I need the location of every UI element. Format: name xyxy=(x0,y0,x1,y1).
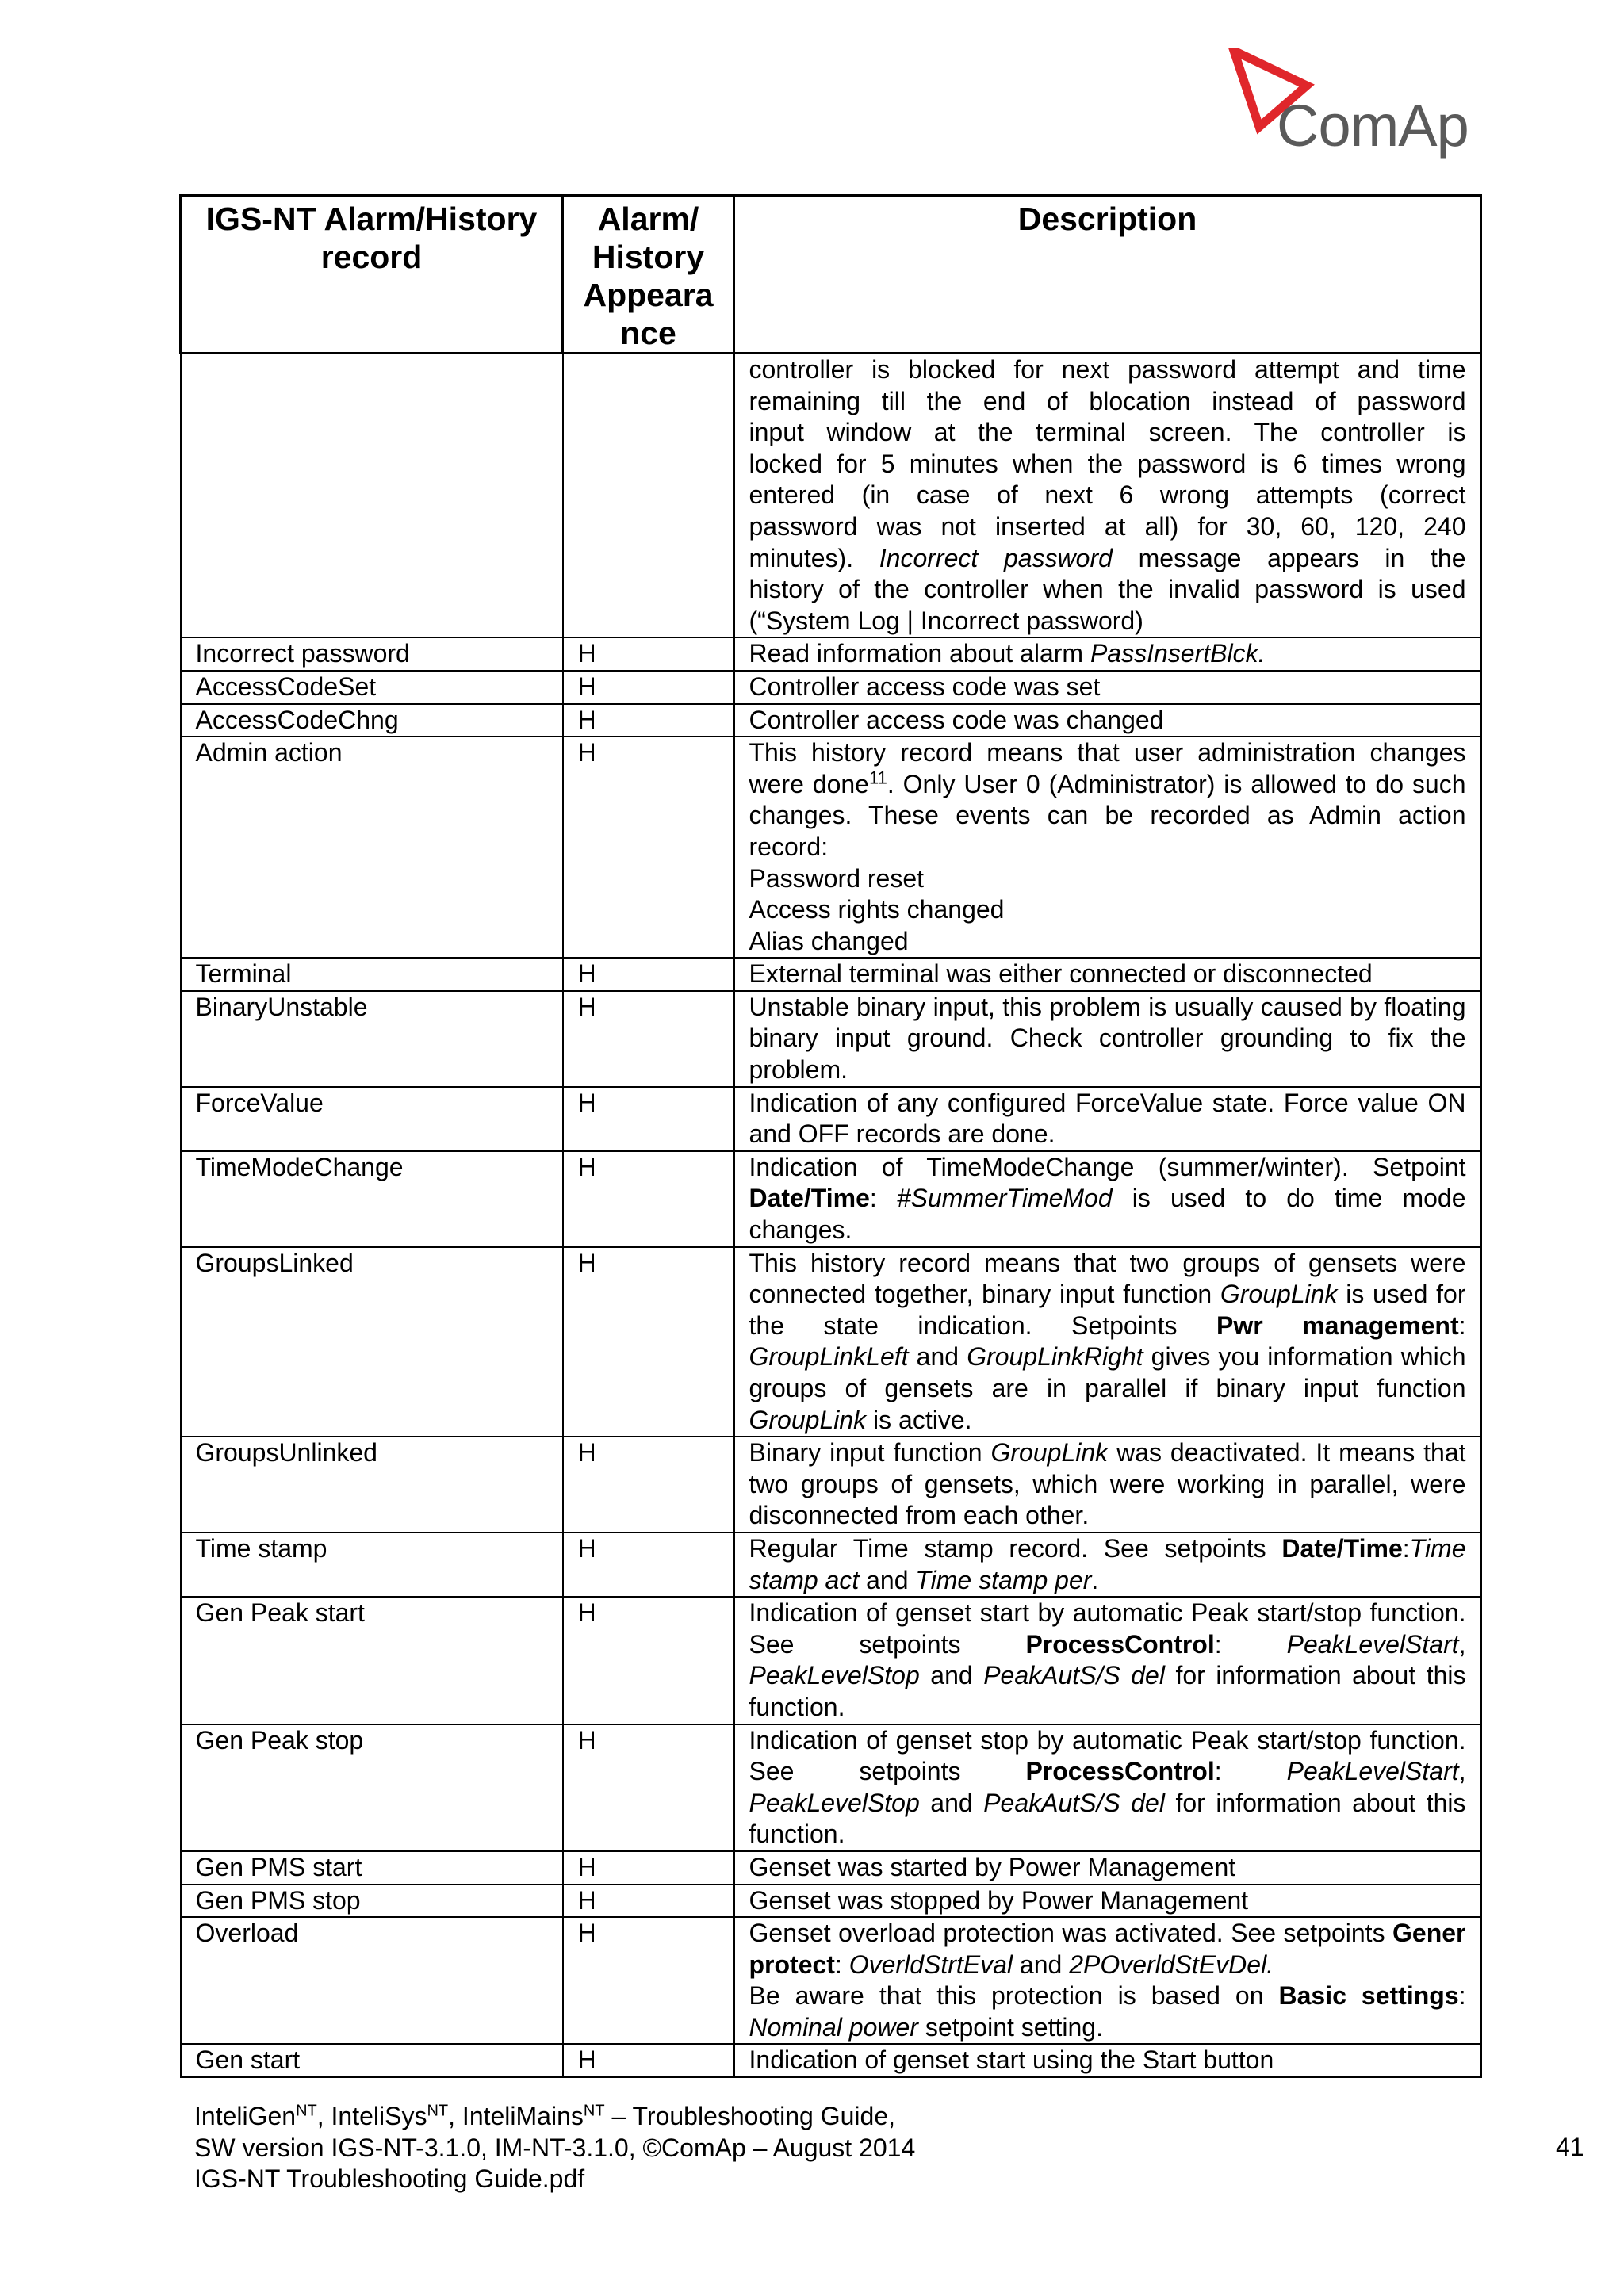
table-row xyxy=(181,737,1481,958)
record-description xyxy=(734,637,1481,671)
appearance-code: H xyxy=(563,1533,734,1597)
record-name: Gen Peak stop xyxy=(181,1724,563,1851)
appearance-code: H xyxy=(563,1724,734,1851)
record-name: Gen start xyxy=(181,2044,563,2077)
comap-logo-text: ComAp xyxy=(1277,93,1469,159)
record-name: Incorrect password xyxy=(181,637,563,671)
record-name: AccessCodeChng xyxy=(181,704,563,737)
record-description xyxy=(734,1724,1481,1851)
description-text: Regular Time stamp record. See setpoints Date/Time:Time stamp act and Time stamp per. xyxy=(749,1533,1466,1594)
table-row xyxy=(181,1917,1481,2044)
appearance-code: H xyxy=(563,671,734,704)
appearance-code: H xyxy=(563,1597,734,1724)
footer-line-1: InteliGen$^{NT}$, InteliSys$^{NT}$, InteliMains$^{NT}$ – Troubleshooting Guide, xyxy=(194,2102,896,2130)
table-row xyxy=(181,1851,1481,1885)
appearance-code: H xyxy=(563,1151,734,1247)
page-number: 41 xyxy=(1556,2133,1584,2161)
appearance-code: H xyxy=(563,2044,734,2077)
table-row xyxy=(181,1247,1481,1437)
table-row xyxy=(181,1087,1481,1151)
record-description xyxy=(734,704,1481,737)
description-list-item: Access rights changed xyxy=(749,895,1005,924)
footer-line-3: IGS-NT Troubleshooting Guide.pdf xyxy=(194,2164,585,2194)
table-row xyxy=(181,2044,1481,2077)
table-row xyxy=(181,958,1481,991)
description-text: This history record means that two groups of gensets were connected together, binary input function GroupLink is used for the state indication. Setpoints Pwr management: GroupLinkLeft and GroupLinkRight gives you information which groups of gensets are in parallel if binary input function GroupLink is active. xyxy=(749,1248,1466,1434)
record-description xyxy=(734,1885,1481,1918)
description-text: Binary input function GroupLink was deactivated. It means that two groups of gensets, which were working in parallel, were disconnected from each other. xyxy=(749,1438,1466,1530)
description-continuation: controller is blocked for next password attempt and time remaining till the end of blocation instead of password input window at the terminal screen. The controller is locked for 5 minutes when the password is 6 times wrong entered (in case of next 6 wrong attempts (correct password was not inserted at all) for 30, 60, 120, 240 minutes). Incorrect password message appears in the history of the controller when the invalid password is used (“System Log | Incorrect password) xyxy=(734,354,1481,638)
record-description xyxy=(734,1597,1481,1724)
table-row xyxy=(181,1151,1481,1247)
record-name: Gen PMS start xyxy=(181,1851,563,1885)
appearance-code: H xyxy=(563,637,734,671)
header-appearance: Alarm/ History Appeara nce xyxy=(563,196,734,354)
description-list-item: Password reset xyxy=(749,863,925,893)
record-description xyxy=(734,958,1481,991)
table-row xyxy=(181,1533,1481,1597)
record-description xyxy=(734,1851,1481,1885)
description-text: Genset overload protection was activated. See setpoints Gener protect: OverldStrtEval and 2POverldStEvDel. xyxy=(749,1919,1466,1979)
record-description xyxy=(734,1533,1481,1597)
description-extra: Be aware that this protection is based on Basic settings: Nominal power setpoint setting. xyxy=(749,1981,1466,2042)
appearance-code: H xyxy=(563,958,734,991)
footer-line-2: SW version IGS-NT-3.1.0, IM-NT-3.1.0, ©ComAp – August 2014 xyxy=(194,2133,916,2162)
table-row xyxy=(181,671,1481,704)
record-description xyxy=(734,1437,1481,1533)
description-text: Genset was started by Power Management xyxy=(749,1852,1236,1881)
description-text: Indication of TimeModeChange (summer/winter). Setpoint Date/Time: #SummerTimeMod is used to do time mode changes. xyxy=(749,1152,1466,1245)
record-name: Gen Peak start xyxy=(181,1597,563,1724)
record-name: ForceValue xyxy=(181,1087,563,1151)
record-name: Time stamp xyxy=(181,1533,563,1597)
record-description xyxy=(734,991,1481,1087)
alarm-history-table xyxy=(179,194,1482,2078)
description-text: External terminal was either connected or disconnected xyxy=(749,959,1373,989)
description-text: Controller access code was changed xyxy=(749,705,1164,734)
comap-logo xyxy=(1228,48,1489,166)
header-record: IGS-NT Alarm/History record xyxy=(181,196,563,354)
description-text: Indication of genset start by automatic Peak start/stop function. See setpoints ProcessControl: PeakLevelStart, PeakLevelStop and PeakAutS/S del for information about this function. xyxy=(749,1598,1466,1721)
page-footer xyxy=(194,2101,915,2195)
header-description: Description xyxy=(734,196,1481,354)
record-description xyxy=(734,1247,1481,1437)
table-row xyxy=(181,991,1481,1087)
description-list-item: Alias changed xyxy=(749,926,909,955)
appearance-code: H xyxy=(563,1247,734,1437)
table-row-continuation xyxy=(181,354,1481,638)
description-text: Unstable binary input, this problem is usually caused by floating binary input ground. Check controller grounding to fix the problem. xyxy=(749,992,1466,1085)
appearance-code: H xyxy=(563,1437,734,1533)
appearance-code: H xyxy=(563,1917,734,2044)
record-description xyxy=(734,671,1481,704)
table-row xyxy=(181,637,1481,671)
record-name: Admin action xyxy=(181,737,563,958)
record-name: Gen PMS stop xyxy=(181,1885,563,1918)
table-row xyxy=(181,1724,1481,1851)
record-description xyxy=(734,2044,1481,2077)
appearance-code: H xyxy=(563,737,734,958)
appearance-code: H xyxy=(563,1885,734,1918)
table-row xyxy=(181,704,1481,737)
table-row xyxy=(181,1437,1481,1533)
description-text: Indication of genset stop by automatic Peak start/stop function. See setpoints ProcessControl: PeakLevelStart, PeakLevelStop and PeakAutS/S del for information about this function. xyxy=(749,1725,1466,1849)
table-header-row xyxy=(181,196,1481,354)
description-text: Indication of any configured ForceValue state. Force value ON and OFF records are done. xyxy=(749,1088,1466,1149)
table-row xyxy=(181,1885,1481,1918)
record-name: BinaryUnstable xyxy=(181,991,563,1087)
appearance-code: H xyxy=(563,704,734,737)
appearance-code: H xyxy=(563,1087,734,1151)
record-description xyxy=(734,1151,1481,1247)
appearance-code: H xyxy=(563,991,734,1087)
record-name: Overload xyxy=(181,1917,563,2044)
table-row xyxy=(181,1597,1481,1724)
record-description xyxy=(734,1917,1481,2044)
record-description xyxy=(734,737,1481,958)
description-text: Read information about alarm PassInsertBlck. xyxy=(749,639,1266,668)
description-text: This history record means that user administration changes were done$^{11}$. Only User 0 (Administrator) is allowed to do such changes. These events can be recorded as Admin action record: xyxy=(749,738,1466,861)
description-text: Genset was stopped by Power Management xyxy=(749,1885,1249,1915)
record-description xyxy=(734,1087,1481,1151)
record-name: AccessCodeSet xyxy=(181,671,563,704)
description-text: Controller access code was set xyxy=(749,672,1101,701)
record-name: Terminal xyxy=(181,958,563,991)
appearance-code: H xyxy=(563,1851,734,1885)
record-name: GroupsLinked xyxy=(181,1247,563,1437)
record-name: TimeModeChange xyxy=(181,1151,563,1247)
record-name: GroupsUnlinked xyxy=(181,1437,563,1533)
description-text: Indication of genset start using the Start button xyxy=(749,2045,1274,2075)
